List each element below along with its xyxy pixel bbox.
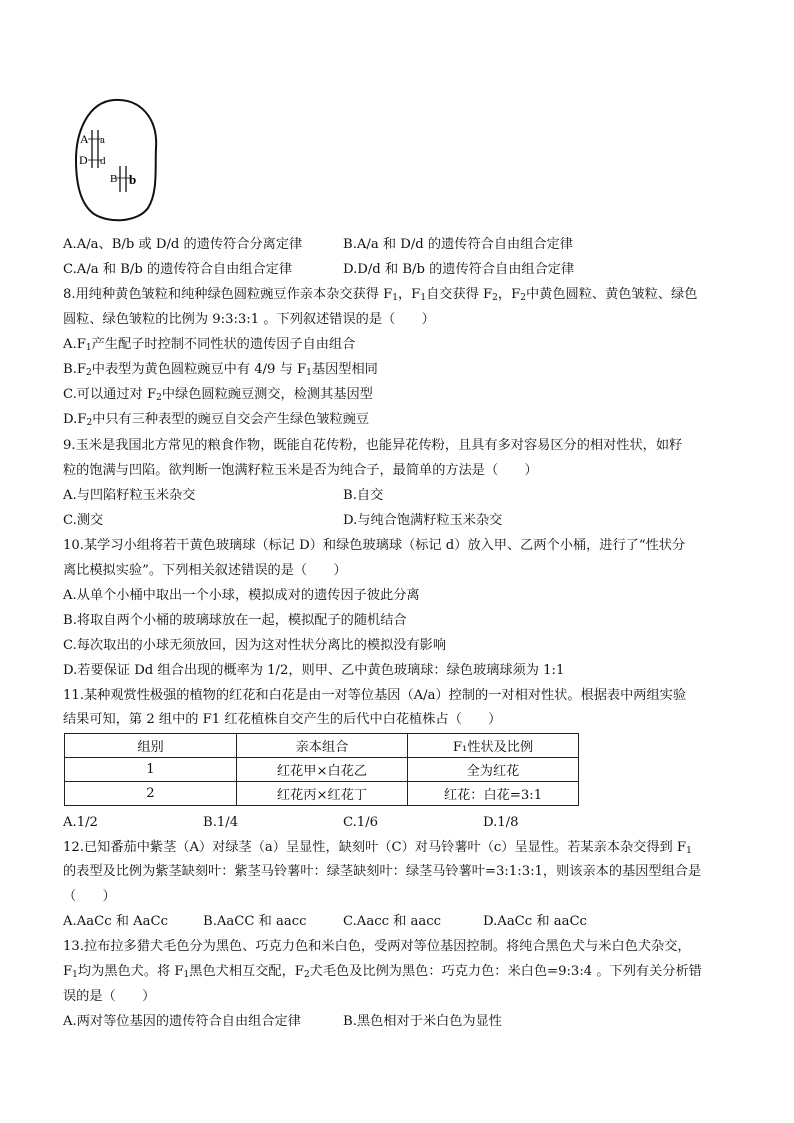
table-row [65, 758, 579, 782]
q12-stem-line2: 的表型及比例为紫茎缺刻叶：紫茎马铃薯叶：绿茎缺刻叶：绿茎马铃薯叶=3:1:3:1，则该亲本的基因型组合是 [63, 864, 702, 879]
q8-option-c[interactable]: C.可以通过对 $F_2$中绿色圆粒豌豆测交，检测其基因型 [63, 387, 373, 403]
q8-option-d[interactable]: $D.F_2$中只有三种表型的豌豆自交会产生绿色皱粒豌豆 [63, 412, 370, 428]
table-header-row [65, 734, 579, 758]
q9-option-a[interactable]: A.与凹陷籽粒玉米杂交 [63, 488, 196, 503]
q11-option-d[interactable]: D.1/8 [483, 815, 519, 830]
allele-d-label: d [100, 155, 106, 167]
table-row [65, 782, 579, 806]
q10-option-a[interactable]: A.从单个小桶中取出一个小球，模拟成对的遗传因子彼此分离 [63, 588, 420, 603]
q9-option-c[interactable]: C.测交 [63, 513, 104, 528]
q12-stem-line1: 12.已知番茄中紫茎（A）对绿茎（a）呈显性，缺刻叶（C）对马铃薯叶（c）呈显性。若某亲本杂交得到 $F_1$ [63, 840, 692, 856]
table-cell: 红花甲×白花乙 [237, 758, 408, 782]
q11-option-a[interactable]: A.1/2 [63, 815, 98, 830]
q7-option-c[interactable]: C.A/a 和 B/b 的遗传符合自由组合定律 [63, 262, 293, 277]
q13-stem-line1: 13.拉布拉多猎犬毛色分为黑色、巧克力色和米白色，受两对等位基因控制。将纯合黑色犬与米白色犬杂交， [63, 939, 691, 954]
q10-stem-line1: 10.某学习小组将若干黄色玻璃球（标记 D）和绿色玻璃球（标记 d）放入甲、乙两个小桶，进行了“性状分 [63, 538, 686, 553]
table-cell: 红花：白花=3:1 [408, 782, 579, 806]
q8-stem-line2: 圆粒、绿色皱粒的比例为 9:3:3:1 。下列叙述错误的是（ ） [63, 312, 435, 327]
q10-option-d[interactable]: D.若要保证 Dd 组合出现的概率为 1/2，则甲、乙中黄色玻璃球：绿色玻璃球须为 1:1 [63, 663, 565, 678]
table-header-cell: 组别 [65, 734, 237, 758]
allele-A-label: A [80, 132, 89, 146]
q11-option-c[interactable]: C.1/6 [343, 815, 379, 830]
q10-stem-line2: 离比模拟实验”。下列相关叙述错误的是（ ） [63, 563, 347, 578]
q11-stem-line2: 结果可知，第 2 组中的 F1 红花植株自交产生的后代中白花植株占（ ） [63, 712, 502, 727]
q12-stem-line3: （ ） [63, 889, 116, 904]
table-cell: 2 [65, 782, 237, 806]
q12-option-d[interactable]: D.AaCc 和 aaCc [483, 914, 587, 929]
q10-option-b[interactable]: B.将取自两个小桶的玻璃球放在一起，模拟配子的随机结合 [63, 613, 407, 628]
q12-option-c[interactable]: C.Aacc 和 aacc [343, 914, 442, 929]
q8-option-a[interactable]: $A.F_1$产生配子时控制不同性状的遗传因子自由组合 [63, 337, 356, 353]
table-header-cell: F₁性状及比例 [408, 734, 579, 758]
q10-option-c[interactable]: C.每次取出的小球无须放回，因为这对性状分离比的模拟没有影响 [63, 638, 447, 653]
q12-option-a[interactable]: A.AaCc 和 AaCc [63, 914, 169, 929]
q12-option-b[interactable]: B.AaCC 和 aacc [203, 914, 307, 929]
table-cell: 红花丙×红花丁 [237, 782, 408, 806]
table-cell: 1 [65, 758, 237, 782]
q9-option-b[interactable]: B.自交 [343, 488, 384, 503]
q8-option-b[interactable]: $B.F_2$中表型为黄色圆粒豌豆中有 4/9 与 $F_1$基因型相同 [63, 362, 378, 378]
q9-stem-line2: 粒的饱满与凹陷。欲判断一饱满籽粒玉米是否为纯合子，最简单的方法是（ ） [63, 463, 538, 478]
q13-stem-line3: 误的是（ ） [63, 989, 156, 1004]
q9-option-d[interactable]: D.与纯合饱满籽粒玉米杂交 [343, 513, 503, 528]
q13-stem-line2: $F_1$均为黑色犬。将 $F_1$黑色犬相互交配，$F_2$犬毛色及比例为黑色：巧克力色：米白色=9:3:4 。下列有关分析错 [63, 964, 702, 980]
allele-a-label: a [100, 134, 105, 146]
q9-stem-line1: 9.玉米是我国北方常见的粮食作物，既能自花传粉，也能异花传粉，且具有多对容易区分的相对性状，如籽 [63, 438, 683, 453]
q13-option-a[interactable]: A.两对等位基因的遗传符合自由组合定律 [63, 1014, 301, 1029]
q11-results-table [64, 733, 579, 806]
q7-option-d[interactable]: D.D/d 和 B/b 的遗传符合自由组合定律 [343, 262, 575, 277]
q11-option-b[interactable]: B.1/4 [203, 815, 239, 830]
table-cell: 全为红花 [408, 758, 579, 782]
cell-chromosome-diagram [70, 96, 162, 226]
q7-option-b[interactable]: B.A/a 和 D/d 的遗传符合自由组合定律 [343, 237, 573, 252]
table-header-cell: 亲本组合 [237, 734, 408, 758]
q11-stem-line1: 11.某种观赏性极强的植物的红花和白花是由一对等位基因（A/a）控制的一对相对性状。根据表中两组实验 [63, 688, 687, 703]
allele-D-label: D [79, 153, 88, 167]
q8-stem-line1: 8.用纯种黄色皱粒和纯种绿色圆粒豌豆作亲本杂交获得 $F_1$，$F_1$自交获得 $F_2$，$F_2$中黄色圆粒、黄色皱粒、绿色 [63, 287, 698, 303]
allele-B-label: B [110, 173, 118, 185]
q7-option-a[interactable]: A.A/a、B/b 或 D/d 的遗传符合分离定律 [63, 237, 303, 252]
q13-option-b[interactable]: B.黑色相对于米白色为显性 [343, 1014, 502, 1029]
allele-b-label: b [129, 172, 137, 187]
